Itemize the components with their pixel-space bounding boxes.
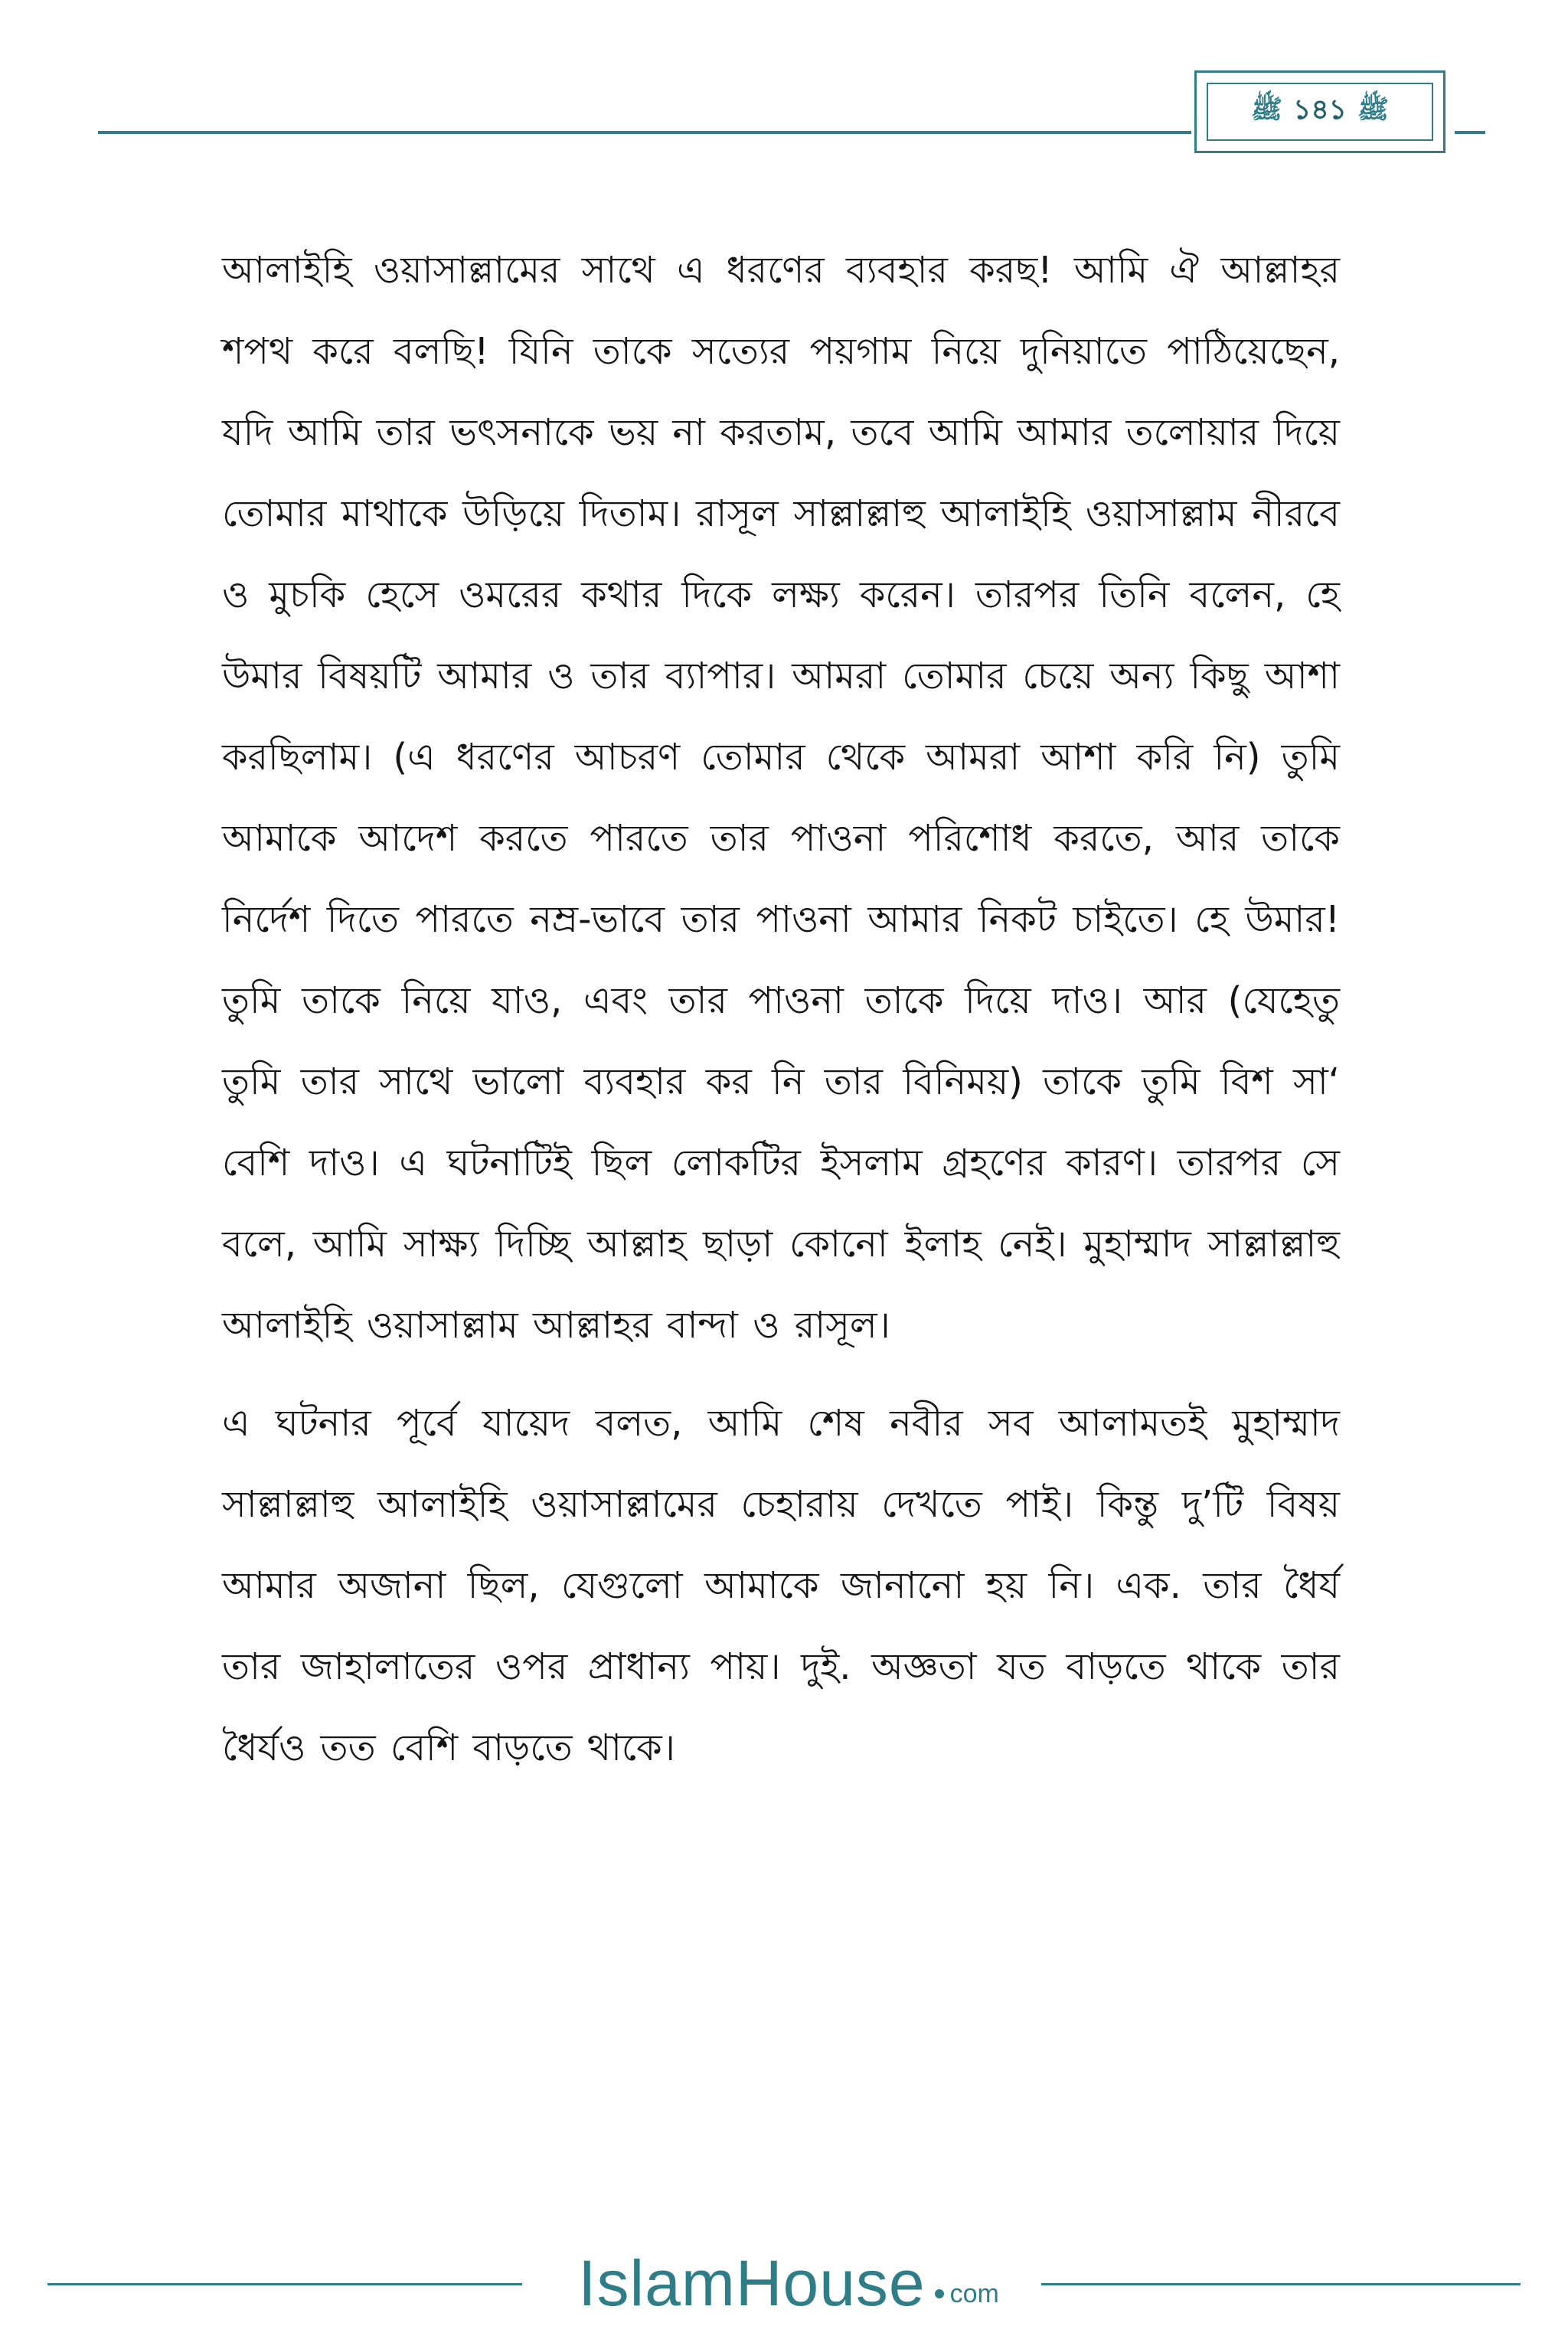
page-number: ১৪১: [1292, 93, 1348, 126]
logo-domain-suffix: com: [949, 2278, 999, 2308]
page-body: [222, 230, 1340, 1788]
islamhouse-logo: [536, 2245, 1041, 2321]
footer-divider-right: [1041, 2283, 1521, 2285]
logo-brand-name: IslamHouse: [578, 2246, 926, 2319]
footer-divider-left: [47, 2283, 522, 2285]
page-number-frame: [1194, 70, 1446, 153]
logo-dot-icon: [935, 2289, 944, 2298]
ornament-right-icon: ﷺ: [1357, 93, 1390, 125]
header-divider-line-end: [1455, 131, 1485, 134]
paragraph-1: আলাইহি ওয়াসাল্লামের সাথে এ ধরণের ব্যবহার করছ! আমি ঐ আল্লাহর শপথ করে বলছি! যিনি তাকে সত্যের পয়গাম নিয়ে দুনিয়াতে পাঠিয়েছেন, যদি আমি তার ভৎসনাকে ভয় না করতাম, তবে আমি আমার তলোয়ার দিয়ে তোমার মাথাকে উড়িয়ে দিতাম। রাসূল সাল্লাল্লাহু আলাইহি ওয়াসাল্লাম নীরবে ও মুচকি হেসে ওমরের কথার দিকে লক্ষ্য করেন। তারপর তিনি বলেন, হে উমার বিষয়টি আমার ও তার ব্যাপার। আমরা তোমার চেয়ে অন্য কিছু আশা করছিলাম। (এ ধরণের আচরণ তোমার থেকে আমরা আশা করি নি) তুমি আমাকে আদেশ করতে পারতে তার পাওনা পরিশোধ করতে, আর তাকে নির্দেশ দিতে পারতে নম্র-ভাবে তার পাওনা আমার নিকট চাইতে। হে উমার! তুমি তাকে নিয়ে যাও, এবং তার পাওনা তাকে দিয়ে দাও। আর (যেহেতু তুমি তার সাথে ভালো ব্যবহার কর নি তার বিনিময়) তাকে তুমি বিশ সা‘ বেশি দাও। এ ঘটনাটিই ছিল লোকটির ইসলাম গ্রহণের কারণ। তারপর সে বলে, আমি সাক্ষ্য দিচ্ছি আল্লাহ ছাড়া কোনো ইলাহ নেই। মুহাম্মাদ সাল্লাল্লাহু আলাইহি ওয়াসাল্লাম আল্লাহর বান্দা ও রাসূল।: [222, 249, 1340, 1347]
ornament-left-icon: ﷺ: [1250, 93, 1282, 125]
page-number-inner-frame: [1207, 83, 1433, 141]
paragraph-2: এ ঘটনার পূর্বে যায়েদ বলত, আমি শেষ নবীর সব আলামতই মুহাম্মাদ সাল্লাল্লাহু আলাইহি ওয়াসাল্লামের চেহারায় দেখতে পাই। কিন্তু দু’টি বিষয় আমার অজানা ছিল, যেগুলো আমাকে জানানো হয় নি। এক. তার ধৈর্য তার জাহালাতের ওপর প্রাধান্য পায়। দুই. অজ্ঞতা যত বাড়তে থাকে তার ধৈর্যও তত বেশি বাড়তে থাকে।: [222, 1402, 1340, 1769]
header-divider-line: [98, 131, 1191, 134]
